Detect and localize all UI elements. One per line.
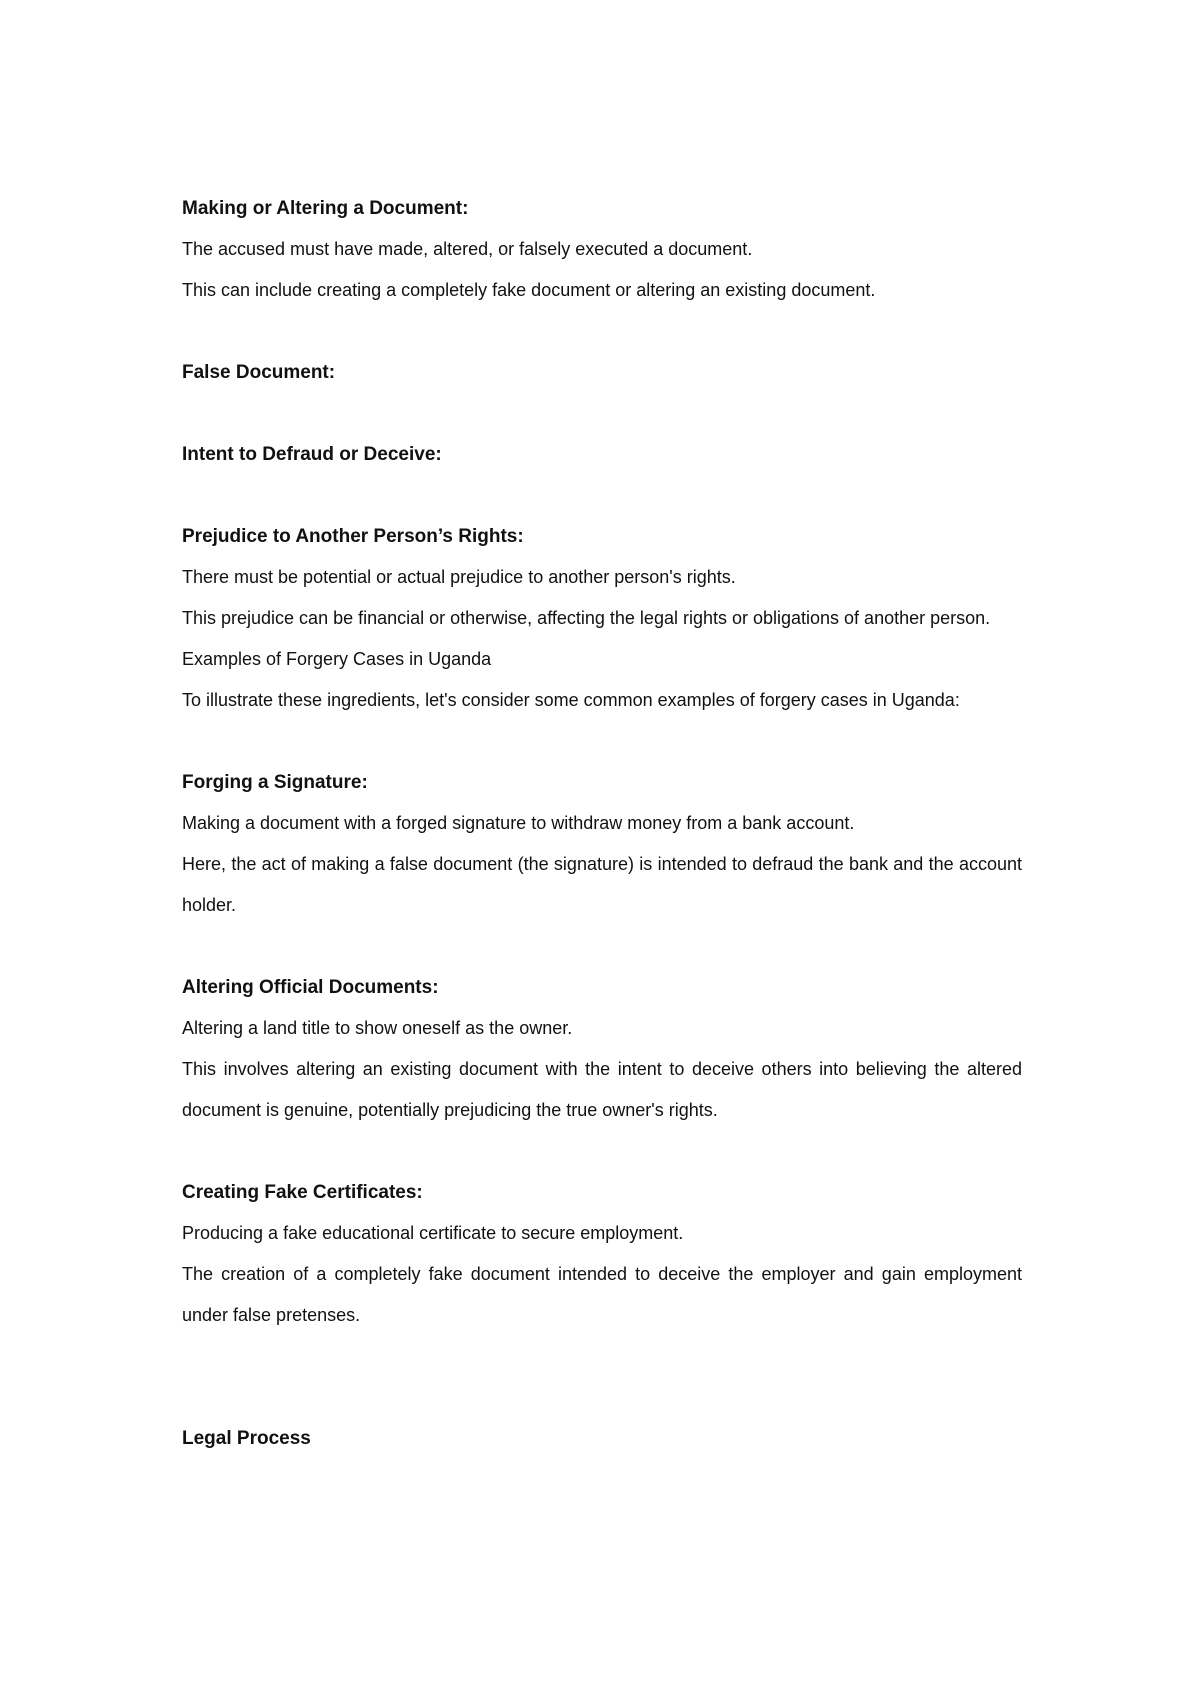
section-heading: False Document: [182,362,336,383]
section-heading: Making or Altering a Document: [182,198,469,219]
paragraph: Examples of Forgery Cases in Uganda [182,649,492,669]
section-heading: Forging a Signature: [182,772,368,793]
section-heading: Creating Fake Certificates: [182,1182,423,1203]
blank-line [182,311,1022,352]
paragraph: Altering a land title to show oneself as the owner. [182,1018,573,1038]
blank-line [182,926,1022,967]
section-heading: Prejudice to Another Person’s Rights: [182,526,524,547]
section-heading: Altering Official Documents: [182,977,439,998]
blank-line [182,393,1022,434]
paragraph: This prejudice can be financial or otherwise, affecting the legal rights or obligations of another person. [182,608,991,628]
paragraph: Producing a fake educational certificate to secure employment. [182,1223,684,1243]
section-heading: Intent to Defraud or Deceive: [182,444,442,465]
paragraph: Making a document with a forged signature to withdraw money from a bank account. [182,813,855,833]
blank-line [182,1336,1022,1418]
blank-line [182,475,1022,516]
paragraph: There must be potential or actual prejudice to another person's rights. [182,567,736,587]
paragraph: The creation of a completely fake document intended to deceive the employer and gain employment under false pretenses. [182,1264,1022,1325]
paragraph: This can include creating a completely fake document or altering an existing document. [182,280,876,300]
paragraph: To illustrate these ingredients, let's consider some common examples of forgery cases in Uganda: [182,690,960,710]
paragraph: The accused must have made, altered, or falsely executed a document. [182,239,753,259]
blank-line [182,721,1022,762]
document-body [182,188,1022,1459]
paragraph: This involves altering an existing document with the intent to deceive others into believing the altered document is genuine, potentially prejudicing the true owner's rights. [182,1059,1022,1120]
section-heading: Legal Process [182,1428,311,1449]
blank-line [182,1131,1022,1172]
paragraph: Here, the act of making a false document (the signature) is intended to defraud the bank and the account holder. [182,854,1022,915]
